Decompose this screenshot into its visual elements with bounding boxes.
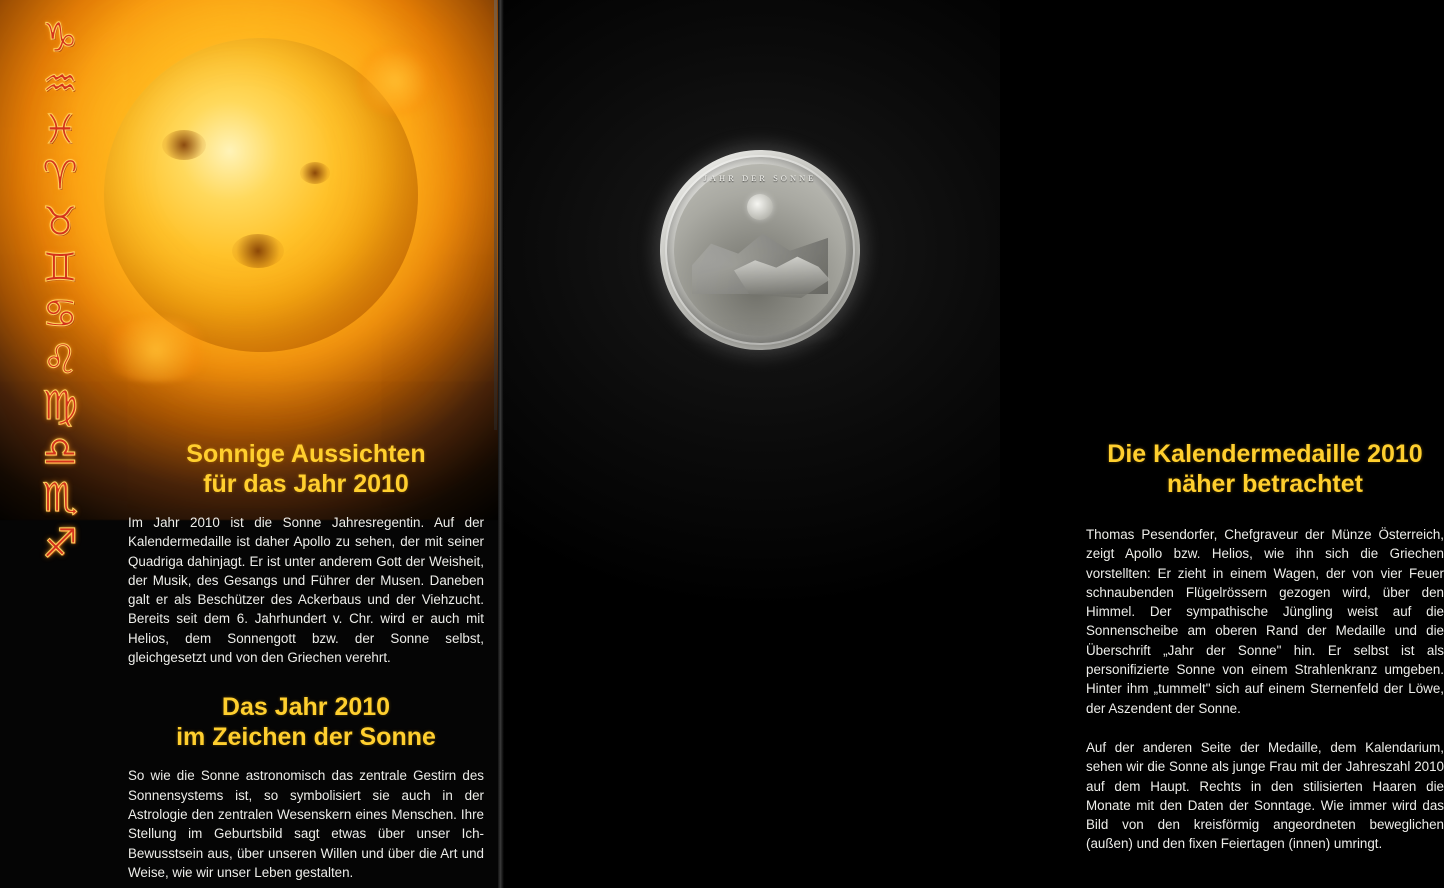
capricorn-glyph: ♑: [42, 15, 78, 61]
right-paragraph-1: Thomas Pesendorfer, Chefgraveur der Münze Österreich, zeigt Apollo bzw. Helios, wie ihn sich die Griechen vorstellten: Er zieht in einem Wagen, der von vier Feuer schnaubenden Flügelrössern gezogen wird, über den Himmel. Der sympathische Jüngling weist auf die Sonnenscheibe am oberen Rand der Medaille und die Überschrift „Jahr der Sonne" hin. Er selbst ist als personifizierte Sonne von einem Strahlenkranz umgeben. Hinter ihm „tummelt" sich auf einem Sternenfeld der Löwe, der Aszendent der Sonne.: [1086, 527, 1444, 716]
booklet-fold: [498, 0, 504, 888]
right-heading-line-2: näher betrachtet: [1167, 469, 1363, 498]
virgo-glyph: ♍: [42, 383, 78, 429]
zodiac-symbol-column: [24, 15, 96, 868]
right-paragraph-2: Auf der anderen Seite der Medaille, dem Kalendarium, sehen wir die Sonne als junge Frau mit der Jahreszahl 2010 auf dem Haupt. Rechts in den stilisierten Haaren die Monate mit den Daten der Sonntage. Wie immer wird das Bild von den kreisförmig angeordneten beweglichen (außen) und den fixen Feiertagen (innen) umringt.: [1086, 739, 1444, 852]
sunspot: [300, 162, 330, 184]
right-heading-line-1: Die Kalendermedaille 2010: [1107, 440, 1423, 468]
left-page: [0, 0, 500, 888]
left-page-text-block: [128, 440, 484, 882]
left-heading-1: [128, 440, 484, 499]
sunspot: [162, 130, 206, 160]
libra-glyph: ♎: [42, 429, 78, 475]
calendar-medal-image: [660, 150, 860, 350]
left-heading-2: [128, 693, 484, 752]
left-paragraph-2: So wie die Sonne astronomisch das zentrale Gestirn des Sonnensystems ist, so symbolisiert sie auch in der Astrologie den zentralen Wesenskern eines Menschen. Ihre Stellung im Geburtsbild sagt etwas über unser Ich-Bewusstsein aus, über unseren Willen und über die Art und Weise, wie wir unser Leben gestalten.: [128, 768, 484, 880]
right-heading: [1086, 440, 1444, 499]
solar-prominence: [96, 318, 216, 382]
left-heading-1-line-1: Sonnige Aussichten: [186, 440, 426, 468]
left-heading-1-line-2: für das Jahr 2010: [203, 469, 409, 498]
taurus-glyph: ♉: [42, 199, 78, 245]
sunspot: [232, 234, 284, 268]
booklet-fold-highlight: [494, 0, 497, 430]
solar-prominence: [352, 46, 438, 116]
coin-legend-text: JAHR DER SONNE: [703, 173, 817, 183]
right-page: [504, 0, 1444, 888]
right-page-text-block: [1086, 440, 1444, 854]
left-heading-2-line-1: Das Jahr 2010: [221, 693, 391, 722]
cancer-glyph: ♋: [42, 291, 78, 337]
left-heading-2-line-2: im Zeichen der Sonne: [176, 722, 436, 751]
aries-glyph: ♈: [42, 153, 78, 199]
coin-relief: [674, 164, 846, 336]
scorpio-glyph: ♏: [42, 475, 78, 521]
coin-drop-shadow: [678, 322, 844, 346]
aquarius-glyph: ♒: [42, 61, 78, 107]
gemini-glyph: ♊: [42, 245, 78, 291]
left-paragraph-1: Im Jahr 2010 ist die Sonne Jahresregentin. Auf der Kalendermedaille ist daher Apollo zu sehen, der mit seiner Quadriga dahinjagt. Er ist unter anderem Gott der Weisheit, der Musik, des Gesangs und Führer der Musen. Daneben galt er als Beschützer des Ackerbaus und der Viehzucht. Bereits seit dem 6. Jahrhundert v. Chr. wird er auch mit Helios, dem Sonnengott bzw. der Sonne selbst, gleichgesetzt und von den Griechen verehrt.: [128, 515, 484, 666]
sagittarius-glyph: ♐: [42, 521, 78, 567]
pisces-glyph: ♓: [42, 107, 78, 153]
coin-disc: [660, 150, 860, 350]
coin-sun-disc-icon: [747, 194, 773, 220]
leo-glyph: ♌: [42, 337, 78, 383]
